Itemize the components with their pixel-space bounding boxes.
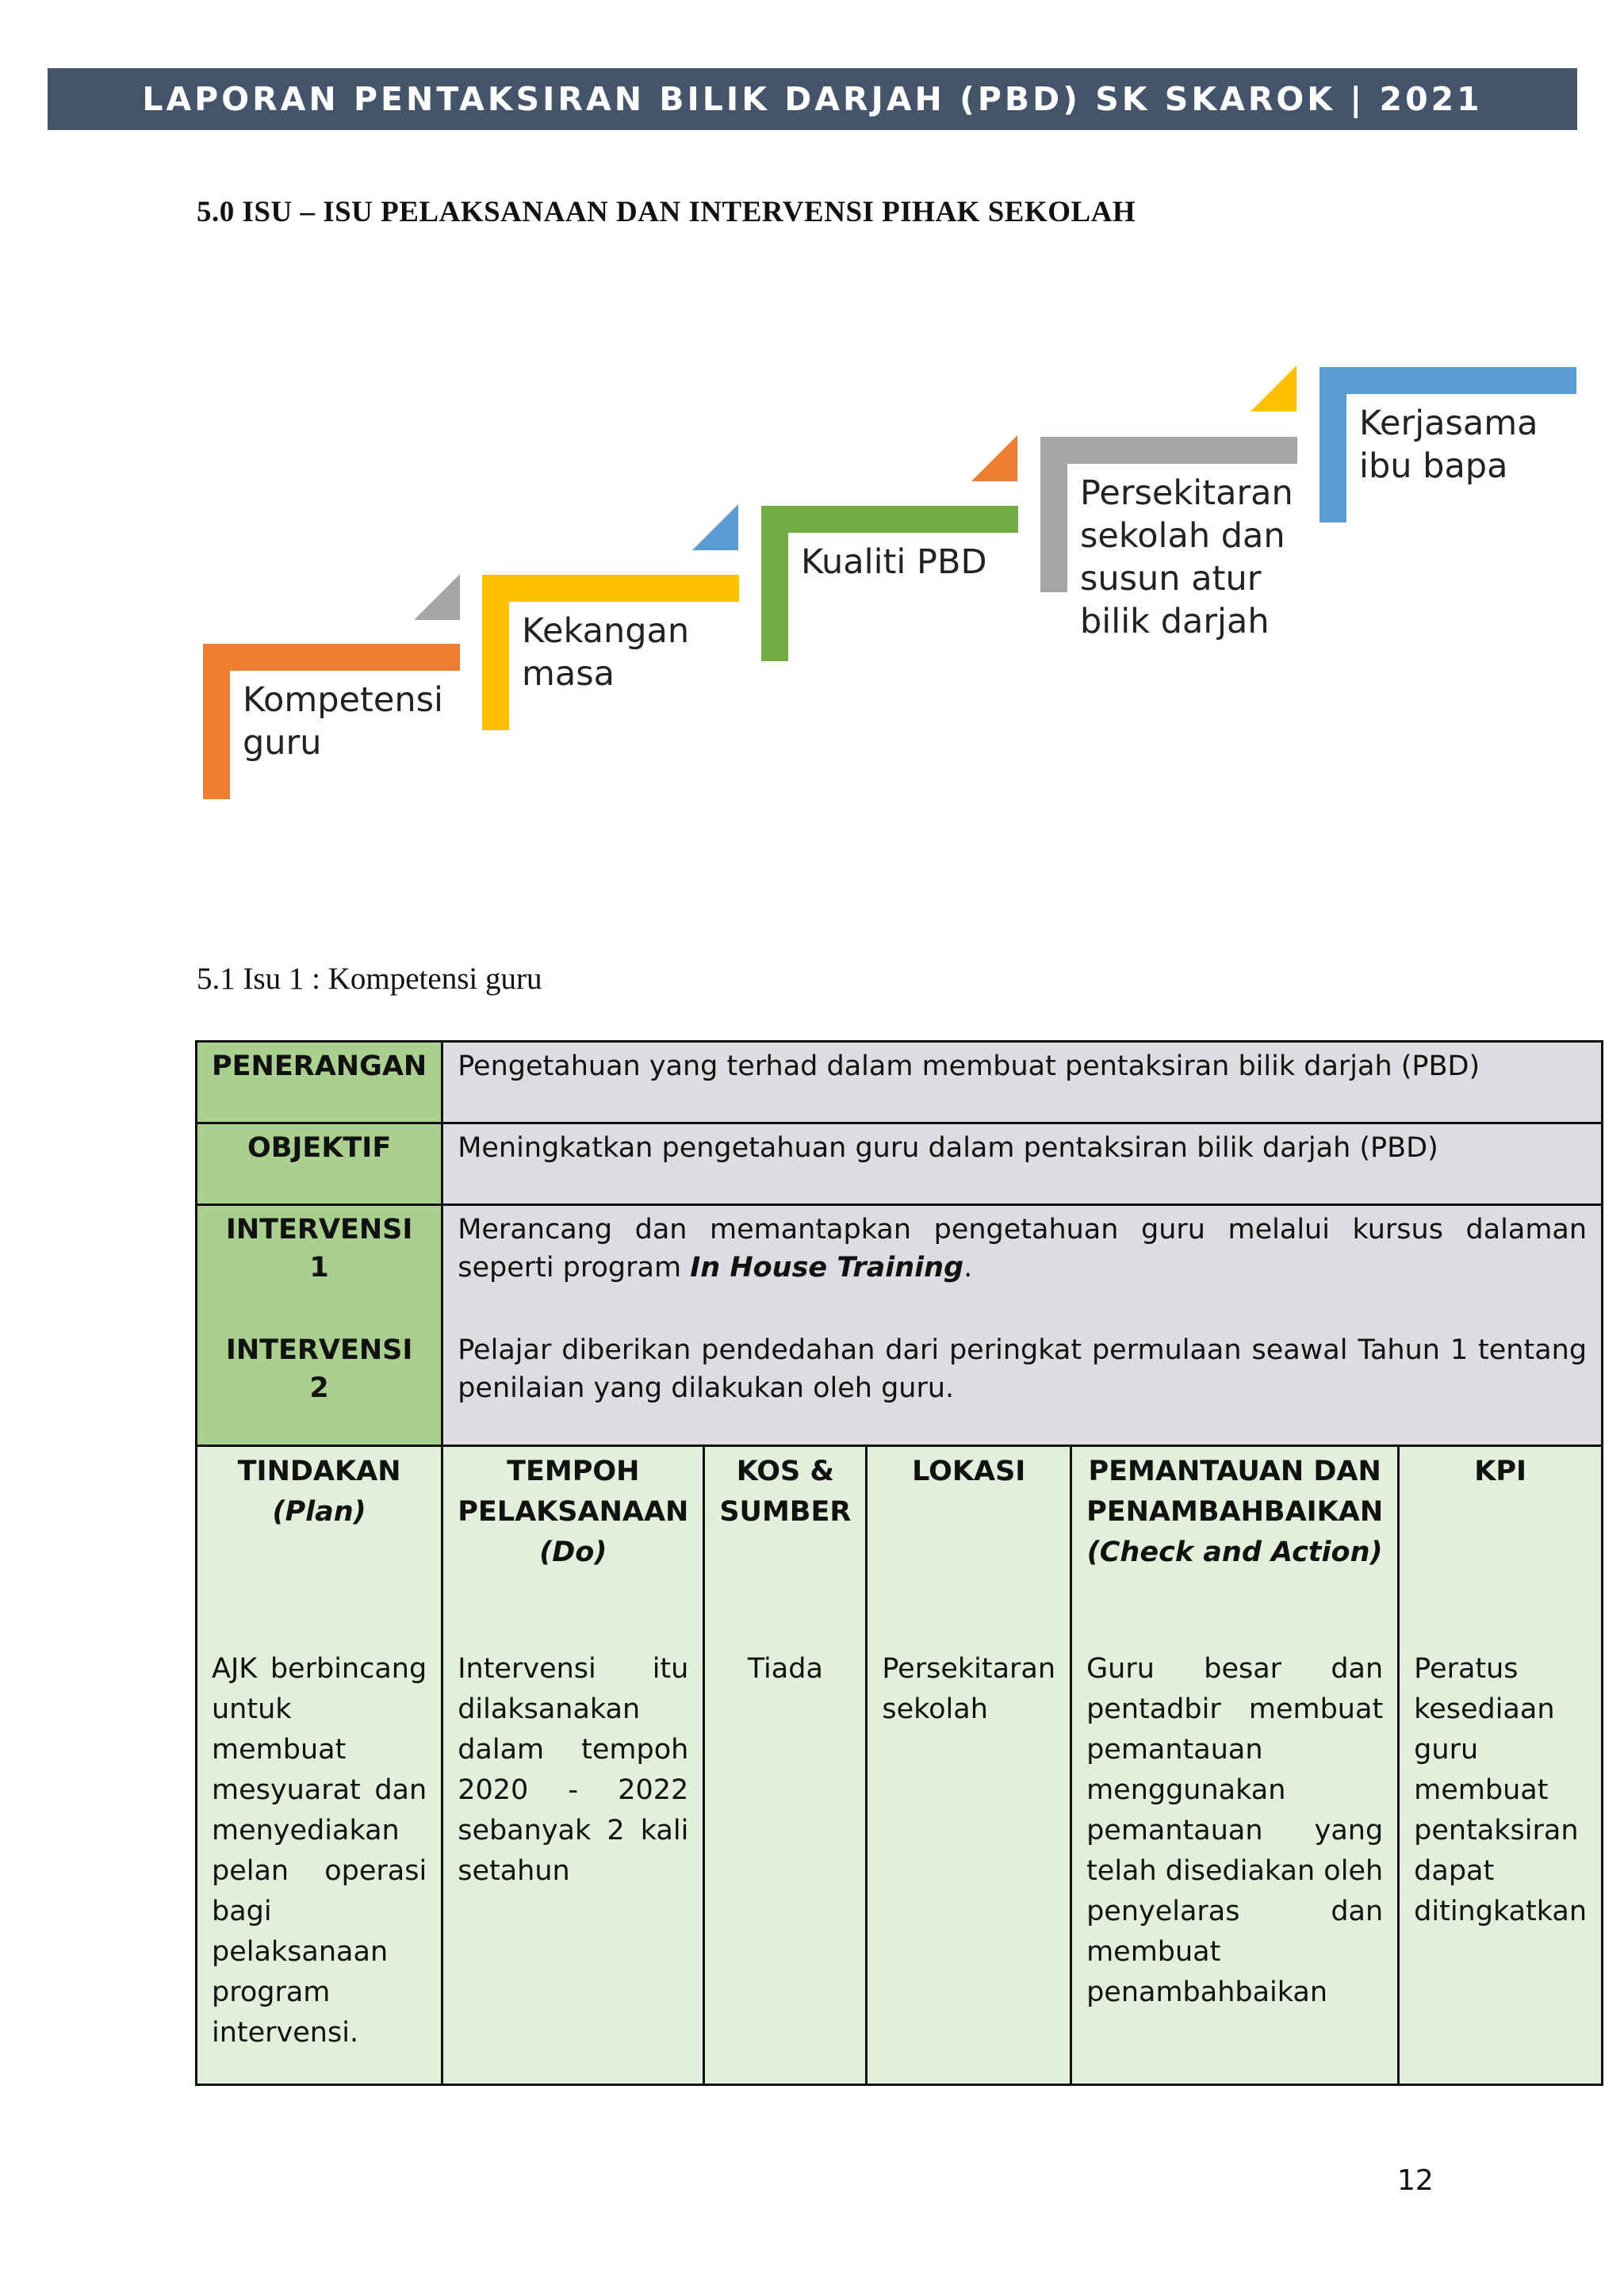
objektif-label: OBJEKTIF (247, 1132, 392, 1164)
report-header-title: LAPORAN PENTAKSIRAN BILIK DARJAH (PBD) SK SKAROK | 2021 (142, 80, 1483, 118)
step-bar-top (1040, 437, 1297, 464)
intervensi-2-label: INTERVENSI 2 (225, 1334, 413, 1404)
tempoh-value: Intervensi itu dilaksanakan dalam tempoh 2020 - 2022 sebanyak 2 kali setahun (458, 1653, 689, 1887)
tempoh-cell (442, 1446, 704, 2085)
step-bar-top (482, 575, 739, 602)
section-title: 5.0 ISU – ISU PELAKSANAAN DAN INTERVENSI PIHAK SEKOLAH (197, 196, 1136, 228)
step-arrow-triangle (971, 435, 1017, 481)
step-bar-left (1320, 367, 1346, 522)
table-row (197, 1446, 1603, 2085)
step-bar-left (1040, 437, 1067, 592)
step-bar-left (761, 506, 788, 661)
step-label-line: sekolah dan (1080, 516, 1285, 556)
intervensi-1-value: Merancang dan memantapkan pengetahuan guru melalui kursus dalaman seperti program In House Training. (458, 1214, 1588, 1284)
intervensi-label-cell (197, 1205, 442, 1446)
step-label-line: guru (243, 723, 322, 763)
step-label-line: Kompetensi (243, 680, 443, 720)
page-number: 12 (1397, 2164, 1434, 2197)
step-bar-left (203, 644, 230, 799)
kos-cell (704, 1446, 867, 2085)
table-row (197, 1205, 1603, 1446)
step-label-line: Persekitaran (1080, 473, 1293, 513)
column-header-pemantauan: PEMANTAUAN DAN PENAMBAHBAIKAN (Check and Action) (1086, 1456, 1384, 1568)
kos-value: Tiada (747, 1653, 823, 1685)
column-header-tindakan: TINDAKAN (Plan) (237, 1456, 401, 1528)
step-label-line: masa (522, 654, 615, 694)
step-bar-top (761, 506, 1018, 533)
penerangan-value-cell (442, 1042, 1603, 1123)
step-label-line: Kerjasama (1359, 404, 1538, 443)
lokasi-cell (867, 1446, 1071, 2085)
penerangan-label-cell (197, 1042, 442, 1123)
intervensi-value-cell (442, 1205, 1603, 1446)
step-arrow-triangle (414, 574, 460, 620)
penerangan-label: PENERANGAN (212, 1050, 427, 1082)
step-label-line: Kualiti PBD (801, 542, 987, 582)
step-label-line: susun atur (1080, 559, 1262, 599)
tindakan-value: AJK berbincang untuk membuat mesyuarat dan menyediakan pelan operasi bagi pelaksanaan program intervensi. (212, 1653, 427, 2049)
column-header-kos: KOS & SUMBER (719, 1456, 852, 1528)
step-arrow-triangle (692, 504, 738, 550)
step-arrow-triangle (1251, 365, 1297, 411)
step-label-line: ibu bapa (1359, 446, 1508, 486)
issue-table (195, 1040, 1603, 2086)
table-row (197, 1042, 1603, 1123)
penerangan-value: Pengetahuan yang terhad dalam membuat pentaksiran bilik darjah (PBD) (458, 1050, 1480, 1082)
objektif-label-cell (197, 1123, 442, 1205)
step-kekangan-masa (482, 575, 739, 730)
kpi-cell (1399, 1446, 1603, 2085)
step-bar-left (482, 575, 509, 730)
intervensi-2-value: Pelajar diberikan pendedahan dari peringkat permulaan seawal Tahun 1 tentang penilaian yang dilakukan oleh guru. (458, 1334, 1588, 1404)
pemantauan-cell (1071, 1446, 1399, 2085)
column-header-kpi: KPI (1474, 1456, 1527, 1487)
step-bar-top (203, 644, 460, 671)
step-kompetensi-guru (203, 644, 460, 799)
step-kerjasama-ibu-bapa (1320, 367, 1576, 522)
tindakan-cell (197, 1446, 442, 2085)
subsection-title: 5.1 Isu 1 : Kompetensi guru (197, 962, 542, 996)
step-label-line: Kekangan (522, 611, 690, 651)
objektif-value-cell (442, 1123, 1603, 1205)
in-house-training-emphasis: In House Training (690, 1252, 964, 1284)
table-row (197, 1123, 1603, 1205)
step-label-line: bilik darjah (1080, 602, 1270, 641)
pemantauan-value: Guru besar dan pentadbir membuat pemantauan menggunakan pemantauan yang telah disediakan oleh penyelaras dan membuat penambahbaikan (1086, 1653, 1384, 2008)
report-header-banner (48, 68, 1577, 130)
step-kualiti-pbd (761, 506, 1018, 661)
kpi-value: Peratus kesediaan guru membuat pentaksiran dapat ditingkatkan (1414, 1653, 1588, 1927)
column-header-lokasi: LOKASI (912, 1456, 1026, 1487)
step-persekitaran-sekolah (1040, 437, 1297, 641)
lokasi-value: Persekitaran sekolah (882, 1653, 1056, 1725)
objektif-value: Meningkatkan pengetahuan guru dalam pentaksiran bilik darjah (PBD) (458, 1132, 1438, 1164)
column-header-tempoh: TEMPOH PELAKSANAAN (Do) (458, 1456, 689, 1568)
intervensi-1-label: INTERVENSI 1 (225, 1214, 413, 1284)
step-bar-top (1320, 367, 1576, 394)
